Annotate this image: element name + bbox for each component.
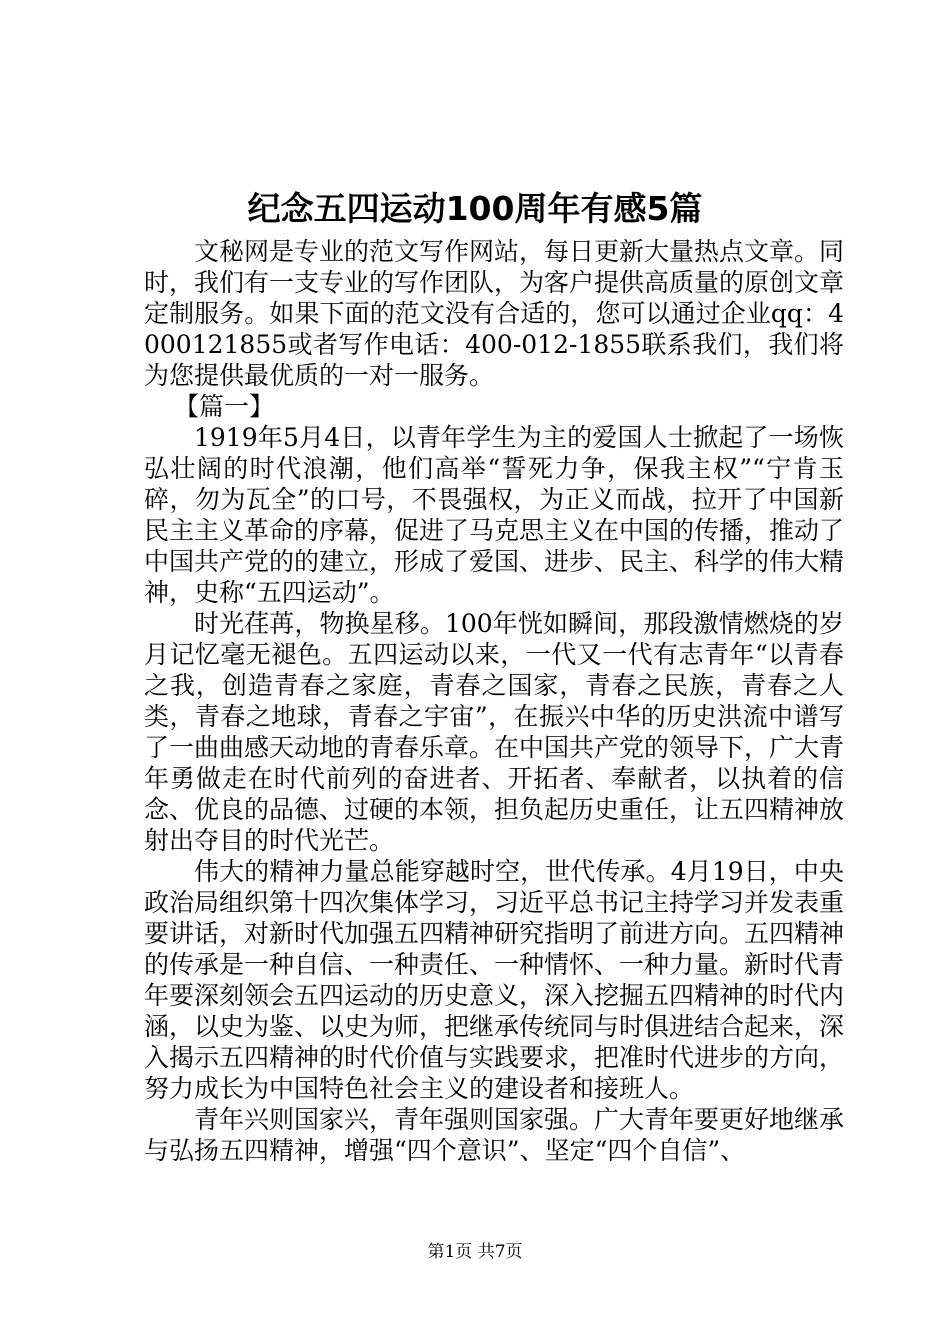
body-paragraph-4: 青年兴则国家兴，青年强则国家强。广大青年要更好地继承与弘扬五四精神，增强“四个意识”、坚定“四个自信”、 (144, 1105, 845, 1165)
document-title: 纪念五四运动100周年有感5篇 (247, 189, 703, 228)
body-paragraph-1: 1919年5月4日，以青年学生为主的爱国人士掀起了一场恢弘壮阔的时代浪潮，他们高举“誓死力争，保我主权”“宁肯玉碎，勿为瓦全”的口号，不畏强权，为正义而战，拉开了中国新民主主义革命的序幕，促进了马克思主义在中国的传播，推动了中国共产党的的建立，形成了爱国、进步、民主、科学的伟大精神，史称“五四运动”。 (144, 423, 845, 607)
intro-paragraph: 文秘网是专业的范文写作网站，每日更新大量热点文章。同时，我们有一支专业的写作团队，为客户提供高质量的原创文章定制服务。如果下面的范文没有合适的，您可以通过企业qq：4000121855或者写作电话：400-012-1855联系我们，我们将为您提供最优质的一对一服务。 (144, 237, 845, 390)
page-footer: 第1页 共7页 (427, 1242, 523, 1262)
section-heading: 【篇一】 (174, 392, 275, 421)
document-body (144, 236, 844, 1166)
body-paragraph-2: 时光荏苒，物换星移。100年恍如瞬间，那段激情燃烧的岁月记忆毫无褪色。五四运动以来，一代又一代有志青年“以青春之我，创造青春之家庭，青春之国家，青春之民族，青春之人类，青春之地球，青春之宇宙”，在振兴中华的历史洪流中谱写了一曲曲感天动地的青春乐章。在中国共产党的领导下，广大青年勇做走在时代前列的奋进者、开拓者、奉献者，以执着的信念、优良的品德、过硬的本领，担负起历史重任，让五四精神放射出夺目的时代光芒。 (144, 609, 845, 855)
body-paragraph-3: 伟大的精神力量总能穿越时空，世代传承。4月19日，中央政治局组织第十四次集体学习，习近平总书记主持学习并发表重要讲话，对新时代加强五四精神研究指明了前进方向。五四精神的传承是一种自信、一种责任、一种情怀、一种力量。新时代青年要深刻领会五四运动的历史意义，深入挖掘五四精神的时代内涵，以史为鉴、以史为师，把继承传统同与时俱进结合起来，深入揭示五四精神的时代价值与实践要求，把准时代进步的方向，努力成长为中国特色社会主义的建设者和接班人。 (144, 857, 845, 1103)
